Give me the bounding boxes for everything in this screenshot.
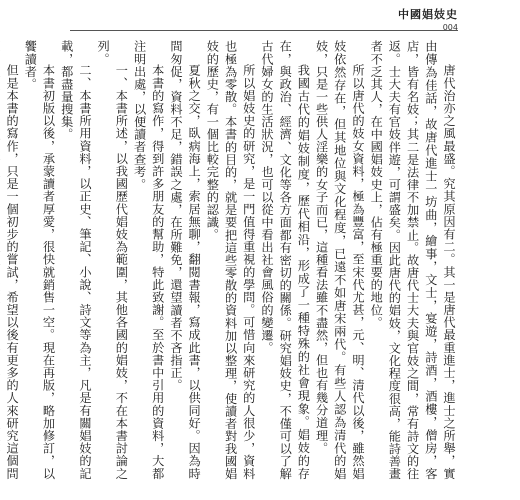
paragraph: 本書初版以後，承蒙讀者厚愛，很快就銷售一空。現在再版，略加修訂，以饗讀者。 <box>23 40 56 480</box>
paragraph: 所以娼妓史的研究，是一門值得重視的學問。可惜向來研究的人很少，資料也極為零散。本書的目的，就是要把這些零散的資料加以整理，使讀者對我國娼妓的歷史，有一個比較完整的認識。 <box>205 40 256 480</box>
header-rule <box>70 30 458 31</box>
paragraph: 一、本書所述，以我國歷代娼妓為範圍，其他各國的娼妓，不在本書討論之列。 <box>96 40 129 480</box>
page-number: 004 <box>442 23 458 32</box>
paragraph: 二、本書所用資料，以正史、筆記、小說、詩文等為主，凡是有關娼妓的記載，都盡量搜集。 <box>59 40 92 480</box>
body-text <box>5 40 458 480</box>
book-title: 中國娼妓史 <box>398 8 458 21</box>
paragraph: 本書的寫作，得到許多朋友的幫助，特此致謝。至於書中引用的資料，大都注明出處，以便讀者查考。 <box>132 40 165 480</box>
paragraph: 所以唐代的妓女資料，極為豐富，至宋代尤甚，元、明、清代以後，雖然娼妓依然存在，但其地位與文化程度，已遠不如唐宋兩代。有些人認為清代的娼妓，只是一些供人淫樂的女子而已，這種看法雖不盡然，但也有幾分道理。 <box>314 40 365 480</box>
paragraph: 唐代治亦之風最盛。究其原因有二。其一是唐代最重進士，進士之所舉，實由傳為佳話，故唐代進士一坊曲，繪事，文士，宴遊，詩酒，酒樓，僧房，客店，皆有名妓；其二是法律不加禁止。故唐代士大夫與官妓之間，常有詩文的往返。士大夫有官妓伴遊，可謂盛矣。因此唐代的娼妓，文化程度很高，能詩善畫者不乏其人，在中國娼妓史上，佔有極重要的地位。 <box>369 40 456 480</box>
paragraph: 但是本書的寫作，只是一個初步的嘗試，希望以後有更多的人來研究這個問 <box>5 64 20 480</box>
paragraph: 我國古代的娼妓制度，歷代相沿，形成了一種特殊的社會現象。娼妓的存在，與政治、經濟、文化等各方面都有密切的關係。研究娼妓史，不僅可以了解古代婦女的生活狀況，也可以從中看出社會風俗的變遷。 <box>259 40 311 480</box>
page-header <box>398 6 458 32</box>
paragraph: 夏秋之交，臥病海上，索居無聊，翻閱書報，寫成此書，以供同好。因為時間匆促，資料不足，錯誤之處，在所難免，還望讀者不吝指正。 <box>168 40 202 480</box>
